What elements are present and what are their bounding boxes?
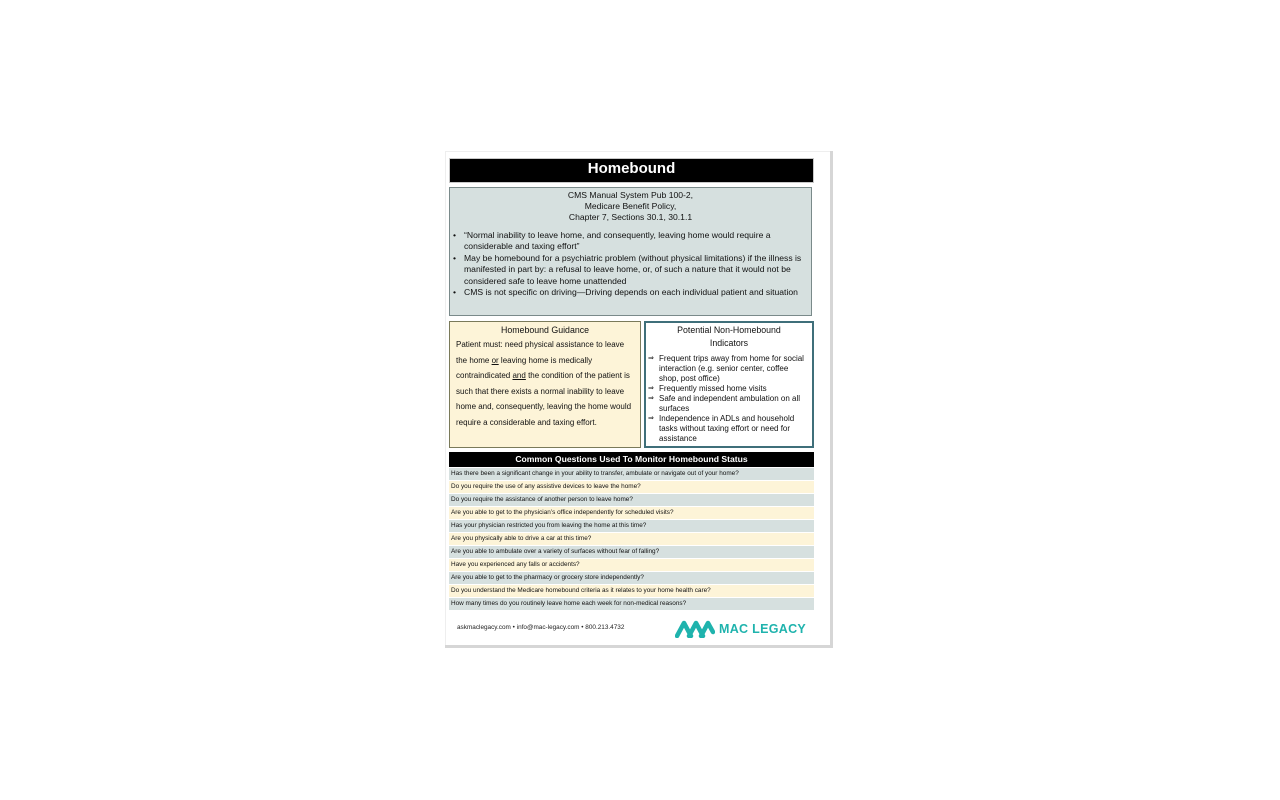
indicator-item: ⇒ Frequently missed home visits — [648, 384, 767, 393]
question-row: Are you able to get to the physician’s office independently for scheduled visits? — [449, 507, 814, 519]
cms-bullet: • May be homebound for a psychiatric problem (without physical limitations) if the illness is manifested in part by: a refusal to leave home, or, of such a nature that it would not be considered safe to leave home unattended — [453, 252, 802, 286]
question-row: Are you able to ambulate over a variety of surfaces without fear of falling? — [449, 546, 814, 558]
document-title: Homebound — [449, 158, 814, 183]
arrow-right-icon: ⇒ — [648, 355, 654, 362]
footer-contact: askmaclegacy.com • info@mac-legacy.com • 800.213.4732 — [457, 624, 625, 631]
cms-heading-line: Medicare Benefit Policy, — [584, 201, 677, 211]
question-row: Do you understand the Medicare homebound criteria as it relates to your home health care? — [449, 585, 814, 597]
cms-bullet: • “Normal inability to leave home, and consequently, leaving home would require a considerable and taxing effort” — [453, 230, 771, 252]
bullet-icon: • — [453, 287, 457, 298]
non-homebound-indicators-section — [644, 321, 814, 448]
bullet-icon: • — [453, 252, 457, 263]
arrow-right-icon: ⇒ — [648, 395, 654, 402]
cms-manual-section — [449, 187, 812, 316]
guidance-and: and — [512, 371, 526, 380]
brand-name: MAC LEGACY — [719, 622, 807, 636]
guidance-or: or — [491, 355, 499, 365]
homebound-document — [445, 151, 830, 645]
questions-list — [449, 468, 814, 611]
cms-heading-line: CMS Manual System Pub 100-2, — [567, 190, 694, 200]
indicators-list — [646, 354, 812, 444]
indicator-item: ⇒ Frequent trips away from home for social interaction (e.g. senior center, coffee shop, post office) — [648, 354, 804, 383]
question-row: Has your physician restricted you from leaving the home at this time? — [449, 520, 814, 532]
cms-heading — [450, 188, 811, 223]
mac-legacy-logo-icon — [675, 620, 715, 638]
question-row: Has there been a significant change in your ability to transfer, ambulate or navigate out of your home? — [449, 468, 814, 480]
mac-legacy-logo — [675, 619, 806, 639]
indicator-item: ⇒ Safe and independent ambulation on all surfaces — [648, 394, 800, 413]
question-row: Do you require the use of any assistive devices to leave the home? — [449, 481, 814, 493]
cms-bullet-list — [450, 230, 811, 298]
question-row: Are you able to get to the pharmacy or grocery store independently? — [449, 572, 814, 584]
arrow-right-icon: ⇒ — [648, 415, 654, 422]
bullet-icon: • — [453, 230, 457, 240]
question-row: Do you require the assistance of another person to leave home? — [449, 494, 814, 506]
guidance-text: Patient must: need physical assistance to leave the home or leaving home is medically contraindicated and the condition of the patient is such that there exists a normal inability to leave home and, consequently, leaving the home would require a considerable and taxing effort. — [456, 340, 632, 427]
question-row: Have you experienced any falls or accidents? — [449, 559, 814, 571]
arrow-right-icon: ⇒ — [648, 385, 654, 392]
cms-heading-line: Chapter 7, Sections 30.1, 30.1.1 — [568, 212, 693, 222]
homebound-guidance-section — [449, 321, 641, 448]
question-row: How many times do you routinely leave home each week for non-medical reasons? — [449, 598, 814, 610]
questions-header: Common Questions Used To Monitor Homebound Status — [449, 452, 814, 467]
guidance-title: Homebound Guidance — [500, 325, 590, 335]
question-row: Are you physically able to drive a car at this time? — [449, 533, 814, 545]
indicators-title: Potential Non-Homebound Indicators — [677, 325, 781, 348]
cms-bullet: • CMS is not specific on driving—Driving depends on each individual patient and situation — [453, 287, 798, 298]
indicator-item: ⇒ Independence in ADLs and household tasks without taxing effort or need for assistance — [648, 414, 795, 443]
